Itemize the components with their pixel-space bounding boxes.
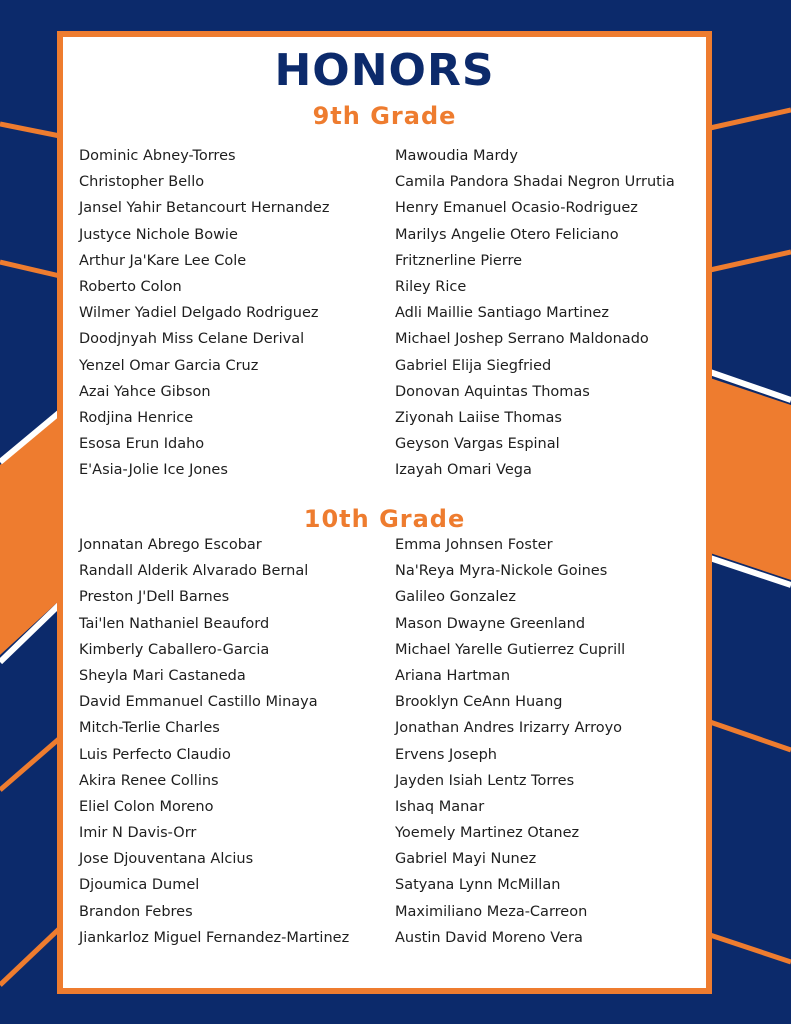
heading-10th-grade: 10th Grade	[303, 505, 466, 533]
list-item: Jonathan Andres Irizarry Arroyo	[395, 720, 623, 737]
honors-panel	[57, 31, 712, 994]
list-item: Luis Perfecto Claudio	[79, 746, 231, 763]
list-item: Tai'len Nathaniel Beauford	[79, 615, 270, 632]
list-item: Jonnatan Abrego Escobar	[79, 537, 262, 553]
list-item: Camila Pandora Shadai Negron Urrutia	[395, 174, 675, 191]
list-item: Jose Djouventana Alcius	[79, 851, 254, 868]
list-item: Marilys Angelie Otero Feliciano	[395, 226, 619, 243]
list-item: Mitch-Terlie Charles	[79, 720, 220, 737]
list-10th-grade-left	[79, 532, 349, 951]
list-item: Maximiliano Meza-Carreon	[395, 903, 588, 920]
list-item: Azai Yahce Gibson	[79, 383, 211, 400]
list-item: Austin David Moreno Vera	[395, 929, 583, 946]
list-item: Fritznerline Pierre	[395, 252, 523, 269]
list-item: Roberto Colon	[79, 278, 182, 295]
list-item: Kimberly Caballero-Garcia	[79, 641, 270, 658]
list-item: Dominic Abney-Torres	[79, 148, 236, 164]
list-item: Na'Reya Myra-Nickole Goines	[395, 563, 608, 580]
list-item: Gabriel Elija Siegfried	[395, 357, 552, 374]
list-item: Arthur Ja'Kare Lee Cole	[79, 252, 247, 269]
list-item: Yoemely Martinez Otanez	[395, 825, 580, 842]
list-item: Michael Yarelle Gutierrez Cuprill	[395, 641, 626, 658]
list-item: Ariana Hartman	[395, 667, 511, 684]
list-9th-grade-left	[79, 143, 329, 483]
list-item: Jansel Yahir Betancourt Hernandez	[79, 200, 330, 217]
list-item: Sheyla Mari Castaneda	[79, 667, 246, 684]
list-item: Jayden Isiah Lentz Torres	[395, 772, 575, 789]
list-item: Wilmer Yadiel Delgado Rodriguez	[79, 305, 319, 322]
list-item: David Emmanuel Castillo Minaya	[79, 694, 318, 711]
list-item: Djoumica Dumel	[79, 877, 200, 894]
list-item: Justyce Nichole Bowie	[79, 226, 238, 243]
list-item: Randall Alderik Alvarado Bernal	[79, 563, 309, 580]
list-item: Henry Emanuel Ocasio-Rodriguez	[395, 200, 638, 217]
list-item: Imir N Davis-Orr	[79, 825, 197, 842]
list-item: Preston J'Dell Barnes	[79, 589, 230, 606]
list-item: Gabriel Mayi Nunez	[395, 851, 537, 868]
list-item: Adli Maillie Santiago Martinez	[395, 305, 609, 322]
list-item: E'Asia-Jolie Ice Jones	[79, 462, 228, 479]
right-orange-band	[710, 378, 791, 580]
list-item: Mason Dwayne Greenland	[395, 615, 586, 632]
list-item: Esosa Erun Idaho	[79, 436, 205, 453]
list-item: Mawoudia Mardy	[395, 148, 518, 164]
list-item: Akira Renee Collins	[79, 772, 219, 789]
list-10th-grade-right	[395, 532, 625, 951]
list-9th-grade-right	[395, 143, 675, 483]
list-item: Izayah Omari Vega	[395, 462, 532, 479]
list-item: Doodjnyah Miss Celane Derival	[79, 331, 305, 348]
list-item: Ishaq Manar	[395, 798, 485, 815]
list-item: Brandon Febres	[79, 903, 193, 920]
list-item: Satyana Lynn McMillan	[395, 877, 561, 894]
list-item: Galileo Gonzalez	[395, 589, 516, 606]
list-item: Jiankarloz Miguel Fernandez-Martinez	[79, 929, 350, 946]
list-item: Ervens Joseph	[395, 746, 497, 763]
list-item: Emma Johnsen Foster	[395, 537, 553, 553]
list-item: Michael Joshep Serrano Maldonado	[395, 331, 649, 348]
list-item: Yenzel Omar Garcia Cruz	[79, 357, 259, 374]
list-item: Eliel Colon Moreno	[79, 798, 214, 815]
list-item: Riley Rice	[395, 278, 467, 295]
page-title: HONORS	[274, 45, 495, 96]
list-item: Brooklyn CeAnn Huang	[395, 694, 563, 711]
list-item: Ziyonah Laiise Thomas	[395, 409, 562, 426]
heading-9th-grade: 9th Grade	[312, 102, 457, 130]
list-item: Geyson Vargas Espinal	[395, 436, 560, 453]
list-item: Rodjina Henrice	[79, 409, 194, 426]
list-item: Christopher Bello	[79, 174, 205, 191]
list-item: Donovan Aquintas Thomas	[395, 383, 590, 400]
